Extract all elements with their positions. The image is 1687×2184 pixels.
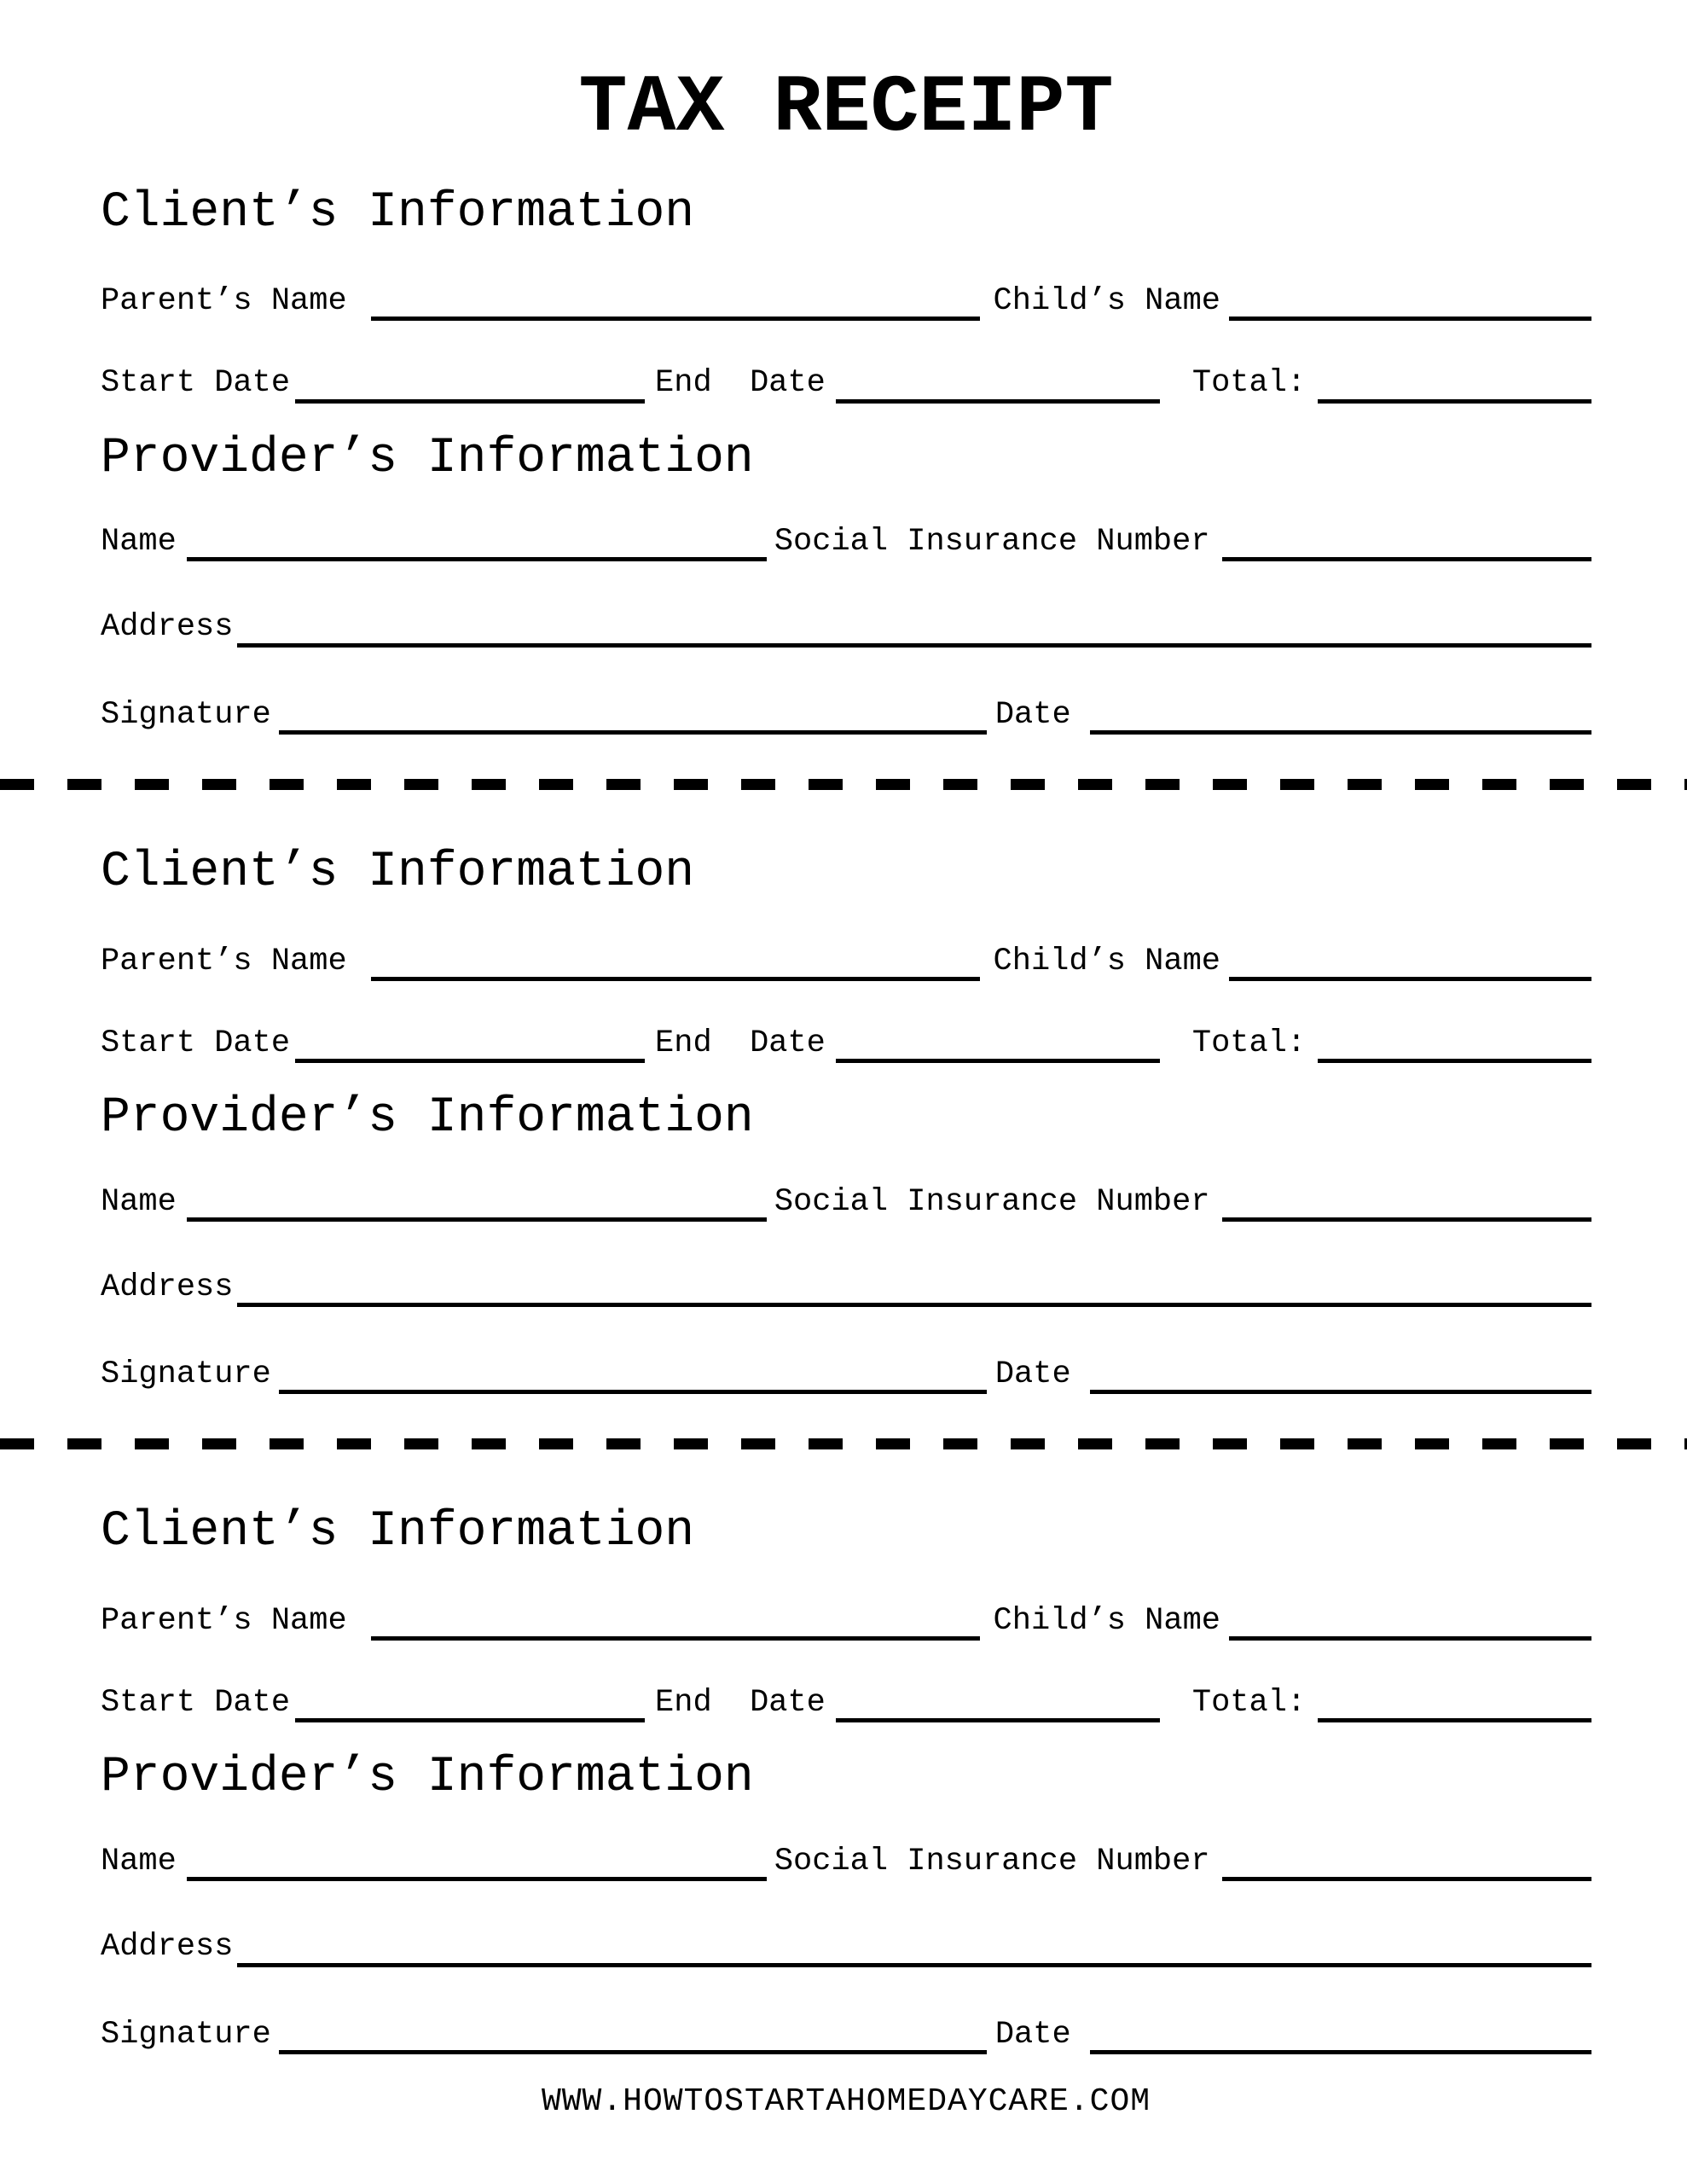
client-info-heading: Client’s Information xyxy=(101,1504,695,1560)
provider-name-blank[interactable] xyxy=(187,1848,767,1881)
parent-name-blank[interactable] xyxy=(371,948,980,981)
cut-line-divider xyxy=(0,779,1687,790)
address-row xyxy=(101,1268,1591,1307)
date-label: Date xyxy=(994,1356,1071,1393)
address-blank[interactable] xyxy=(237,1934,1591,1967)
provider-name-label: Name xyxy=(101,1844,177,1880)
start-date-blank[interactable] xyxy=(295,1030,645,1063)
address-label: Address xyxy=(101,1929,234,1966)
start-date-label: Start Date xyxy=(101,365,291,402)
address-row xyxy=(101,607,1591,647)
signature-blank[interactable] xyxy=(279,1361,987,1394)
signature-label: Signature xyxy=(101,1356,271,1393)
parent-name-blank[interactable] xyxy=(371,288,980,321)
signature-label: Signature xyxy=(101,2016,271,2053)
address-blank[interactable] xyxy=(237,614,1591,648)
child-name-label: Child’s Name xyxy=(993,283,1220,320)
total-blank[interactable] xyxy=(1318,1689,1591,1722)
signature-date-row xyxy=(101,695,1591,735)
form-title: TAX RECEIPT xyxy=(578,62,1114,154)
sin-label: Social Insurance Number xyxy=(774,1844,1210,1880)
client-info-heading: Client’s Information xyxy=(101,184,695,241)
end-date-blank[interactable] xyxy=(836,1030,1160,1063)
provider-info-heading: Provider’s Information xyxy=(101,1750,754,1806)
sin-blank[interactable] xyxy=(1222,1848,1591,1881)
total-blank[interactable] xyxy=(1318,1030,1591,1063)
parent-name-label: Parent’s Name xyxy=(101,943,347,979)
address-row xyxy=(101,1927,1591,1966)
child-name-blank[interactable] xyxy=(1229,1607,1591,1641)
total-label: Total: xyxy=(1191,365,1307,402)
child-name-blank[interactable] xyxy=(1229,288,1591,321)
dates-total-row xyxy=(101,1683,1591,1722)
receipt-section xyxy=(101,843,1591,1394)
signature-blank[interactable] xyxy=(279,2021,987,2054)
total-blank[interactable] xyxy=(1318,370,1591,404)
end-date-label: End Date xyxy=(655,1685,826,1722)
start-date-label: Start Date xyxy=(101,1025,291,1061)
date-blank[interactable] xyxy=(1090,701,1591,735)
provider-info-heading: Provider’s Information xyxy=(101,430,754,486)
provider-name-blank[interactable] xyxy=(187,528,767,561)
child-name-blank[interactable] xyxy=(1229,948,1591,981)
name-sin-row xyxy=(101,522,1591,561)
parent-name-label: Parent’s Name xyxy=(101,1602,347,1639)
dates-total-row xyxy=(101,1024,1591,1063)
footer-url: WWW.HOWTOSTARTAHOMEDAYCARE.COM xyxy=(541,2082,1151,2120)
parent-name-label: Parent’s Name xyxy=(101,283,347,320)
provider-name-label: Name xyxy=(101,1183,177,1220)
date-blank[interactable] xyxy=(1090,2021,1591,2054)
address-blank[interactable] xyxy=(237,1274,1591,1307)
sin-blank[interactable] xyxy=(1222,528,1591,561)
end-date-label: End Date xyxy=(655,1025,826,1061)
start-date-label: Start Date xyxy=(101,1685,291,1722)
total-label: Total: xyxy=(1191,1025,1307,1061)
address-label: Address xyxy=(101,1269,234,1305)
provider-name-blank[interactable] xyxy=(187,1188,767,1222)
date-label: Date xyxy=(994,696,1071,733)
end-date-blank[interactable] xyxy=(836,1689,1160,1722)
provider-info-heading: Provider’s Information xyxy=(101,1090,754,1147)
date-label: Date xyxy=(994,2016,1071,2053)
receipt-section xyxy=(101,183,1591,735)
date-blank[interactable] xyxy=(1090,1361,1591,1394)
dates-total-row xyxy=(101,363,1591,403)
start-date-blank[interactable] xyxy=(295,1689,645,1722)
receipt-section xyxy=(101,1502,1591,2053)
end-date-blank[interactable] xyxy=(836,370,1160,404)
parent-child-row xyxy=(101,942,1591,981)
end-date-label: End Date xyxy=(655,365,826,402)
signature-date-row xyxy=(101,2015,1591,2054)
start-date-blank[interactable] xyxy=(295,370,645,404)
signature-date-row xyxy=(101,1355,1591,1394)
signature-blank[interactable] xyxy=(279,701,987,735)
name-sin-row xyxy=(101,1182,1591,1222)
name-sin-row xyxy=(101,1842,1591,1881)
child-name-label: Child’s Name xyxy=(993,1602,1220,1639)
signature-label: Signature xyxy=(101,696,271,733)
parent-child-row xyxy=(101,282,1591,321)
client-info-heading: Client’s Information xyxy=(101,844,695,900)
address-label: Address xyxy=(101,609,234,646)
sin-label: Social Insurance Number xyxy=(774,524,1210,561)
sin-blank[interactable] xyxy=(1222,1188,1591,1222)
cut-line-divider xyxy=(0,1438,1687,1449)
child-name-label: Child’s Name xyxy=(993,943,1220,979)
parent-child-row xyxy=(101,1601,1591,1641)
sin-label: Social Insurance Number xyxy=(774,1183,1210,1220)
provider-name-label: Name xyxy=(101,524,177,561)
parent-name-blank[interactable] xyxy=(371,1607,980,1641)
total-label: Total: xyxy=(1191,1685,1307,1722)
